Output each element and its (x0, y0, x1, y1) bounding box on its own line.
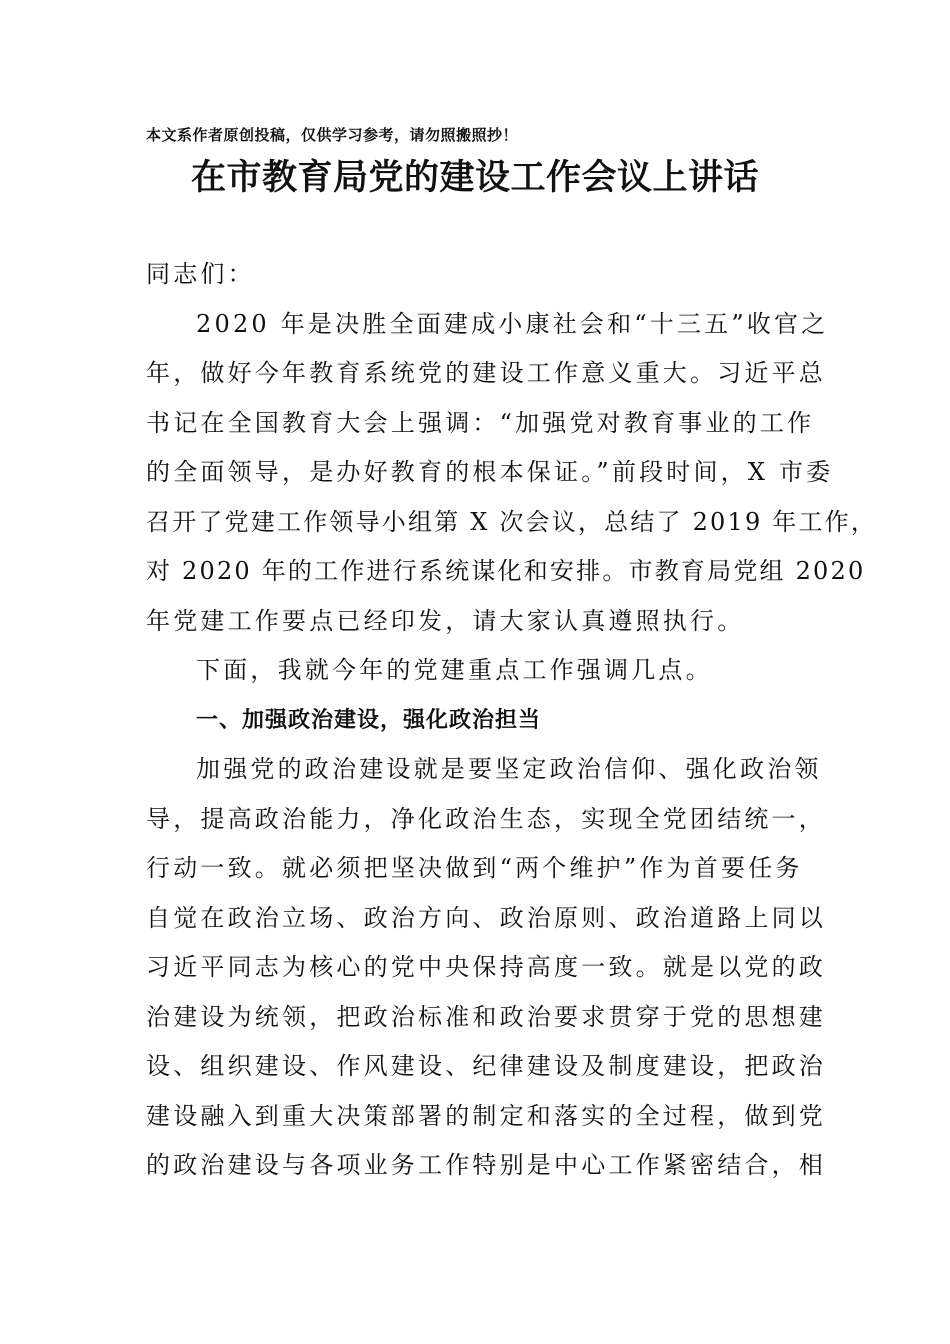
paragraph-line: 对 2020 年的工作进行系统谋化和安排。市教育局党组 2020 (146, 557, 866, 585)
paragraph-line: 治建设为统领，把政治标准和政治要求贯穿于党的思想建 (146, 1002, 826, 1031)
paragraph-line: 导，提高政治能力，净化政治生态，实现全党团结统一， (146, 804, 826, 833)
paragraph-line: 书记在全国教育大会上强调：“加强党对教育事业的工作 (146, 408, 815, 437)
paragraph-line: 2020 年是决胜全面建成小康社会和“十三五”收官之 (196, 309, 829, 338)
paragraph-line: 行动一致。就必须把坚决做到“两个维护”作为首要任务 (146, 854, 803, 882)
paragraph-line: 设、组织建设、作风建设、纪律建设及制度建设，把政治 (146, 1052, 826, 1080)
paragraph-line: 下面，我就今年的党建重点工作强调几点。 (196, 656, 713, 684)
paragraph-line: 习近平同志为核心的党中央保持高度一致。就是以党的政 (146, 953, 826, 981)
paragraph-line: 建设融入到重大决策部署的制定和落实的全过程，做到党 (146, 1101, 826, 1130)
paragraph-line: 召开了党建工作领导小组第 X 次会议，总结了 2019 年工作， (146, 507, 878, 536)
section-heading: 一、加强政治建设，强化政治担当 (196, 707, 542, 733)
salutation-line: 同志们： (146, 260, 255, 288)
document-body (146, 250, 878, 1191)
paragraph-line: 的全面领导，是办好教育的根本保证。”前段时间，X 市委 (146, 458, 834, 486)
paragraph-line: 加强党的政治建设就是要坚定政治信仰、强化政治领 (196, 755, 822, 783)
copyright-notice: 本文系作者原创投稿，仅供学习参考，请勿照搬照抄！ (146, 126, 519, 144)
paragraph-line: 的政治建设与各项业务工作特别是中心工作紧密结合，相 (146, 1151, 826, 1179)
paragraph-line: 年，做好今年教育系统党的建设工作意义重大。习近平总 (146, 359, 826, 387)
document-title: 在市教育局党的建设工作会议上讲话 (190, 157, 759, 198)
paragraph-line: 年党建工作要点已经印发，请大家认真遵照执行。 (146, 606, 745, 635)
paragraph-line: 自觉在政治立场、政治方向、政治原则、政治道路上同以 (146, 903, 826, 932)
